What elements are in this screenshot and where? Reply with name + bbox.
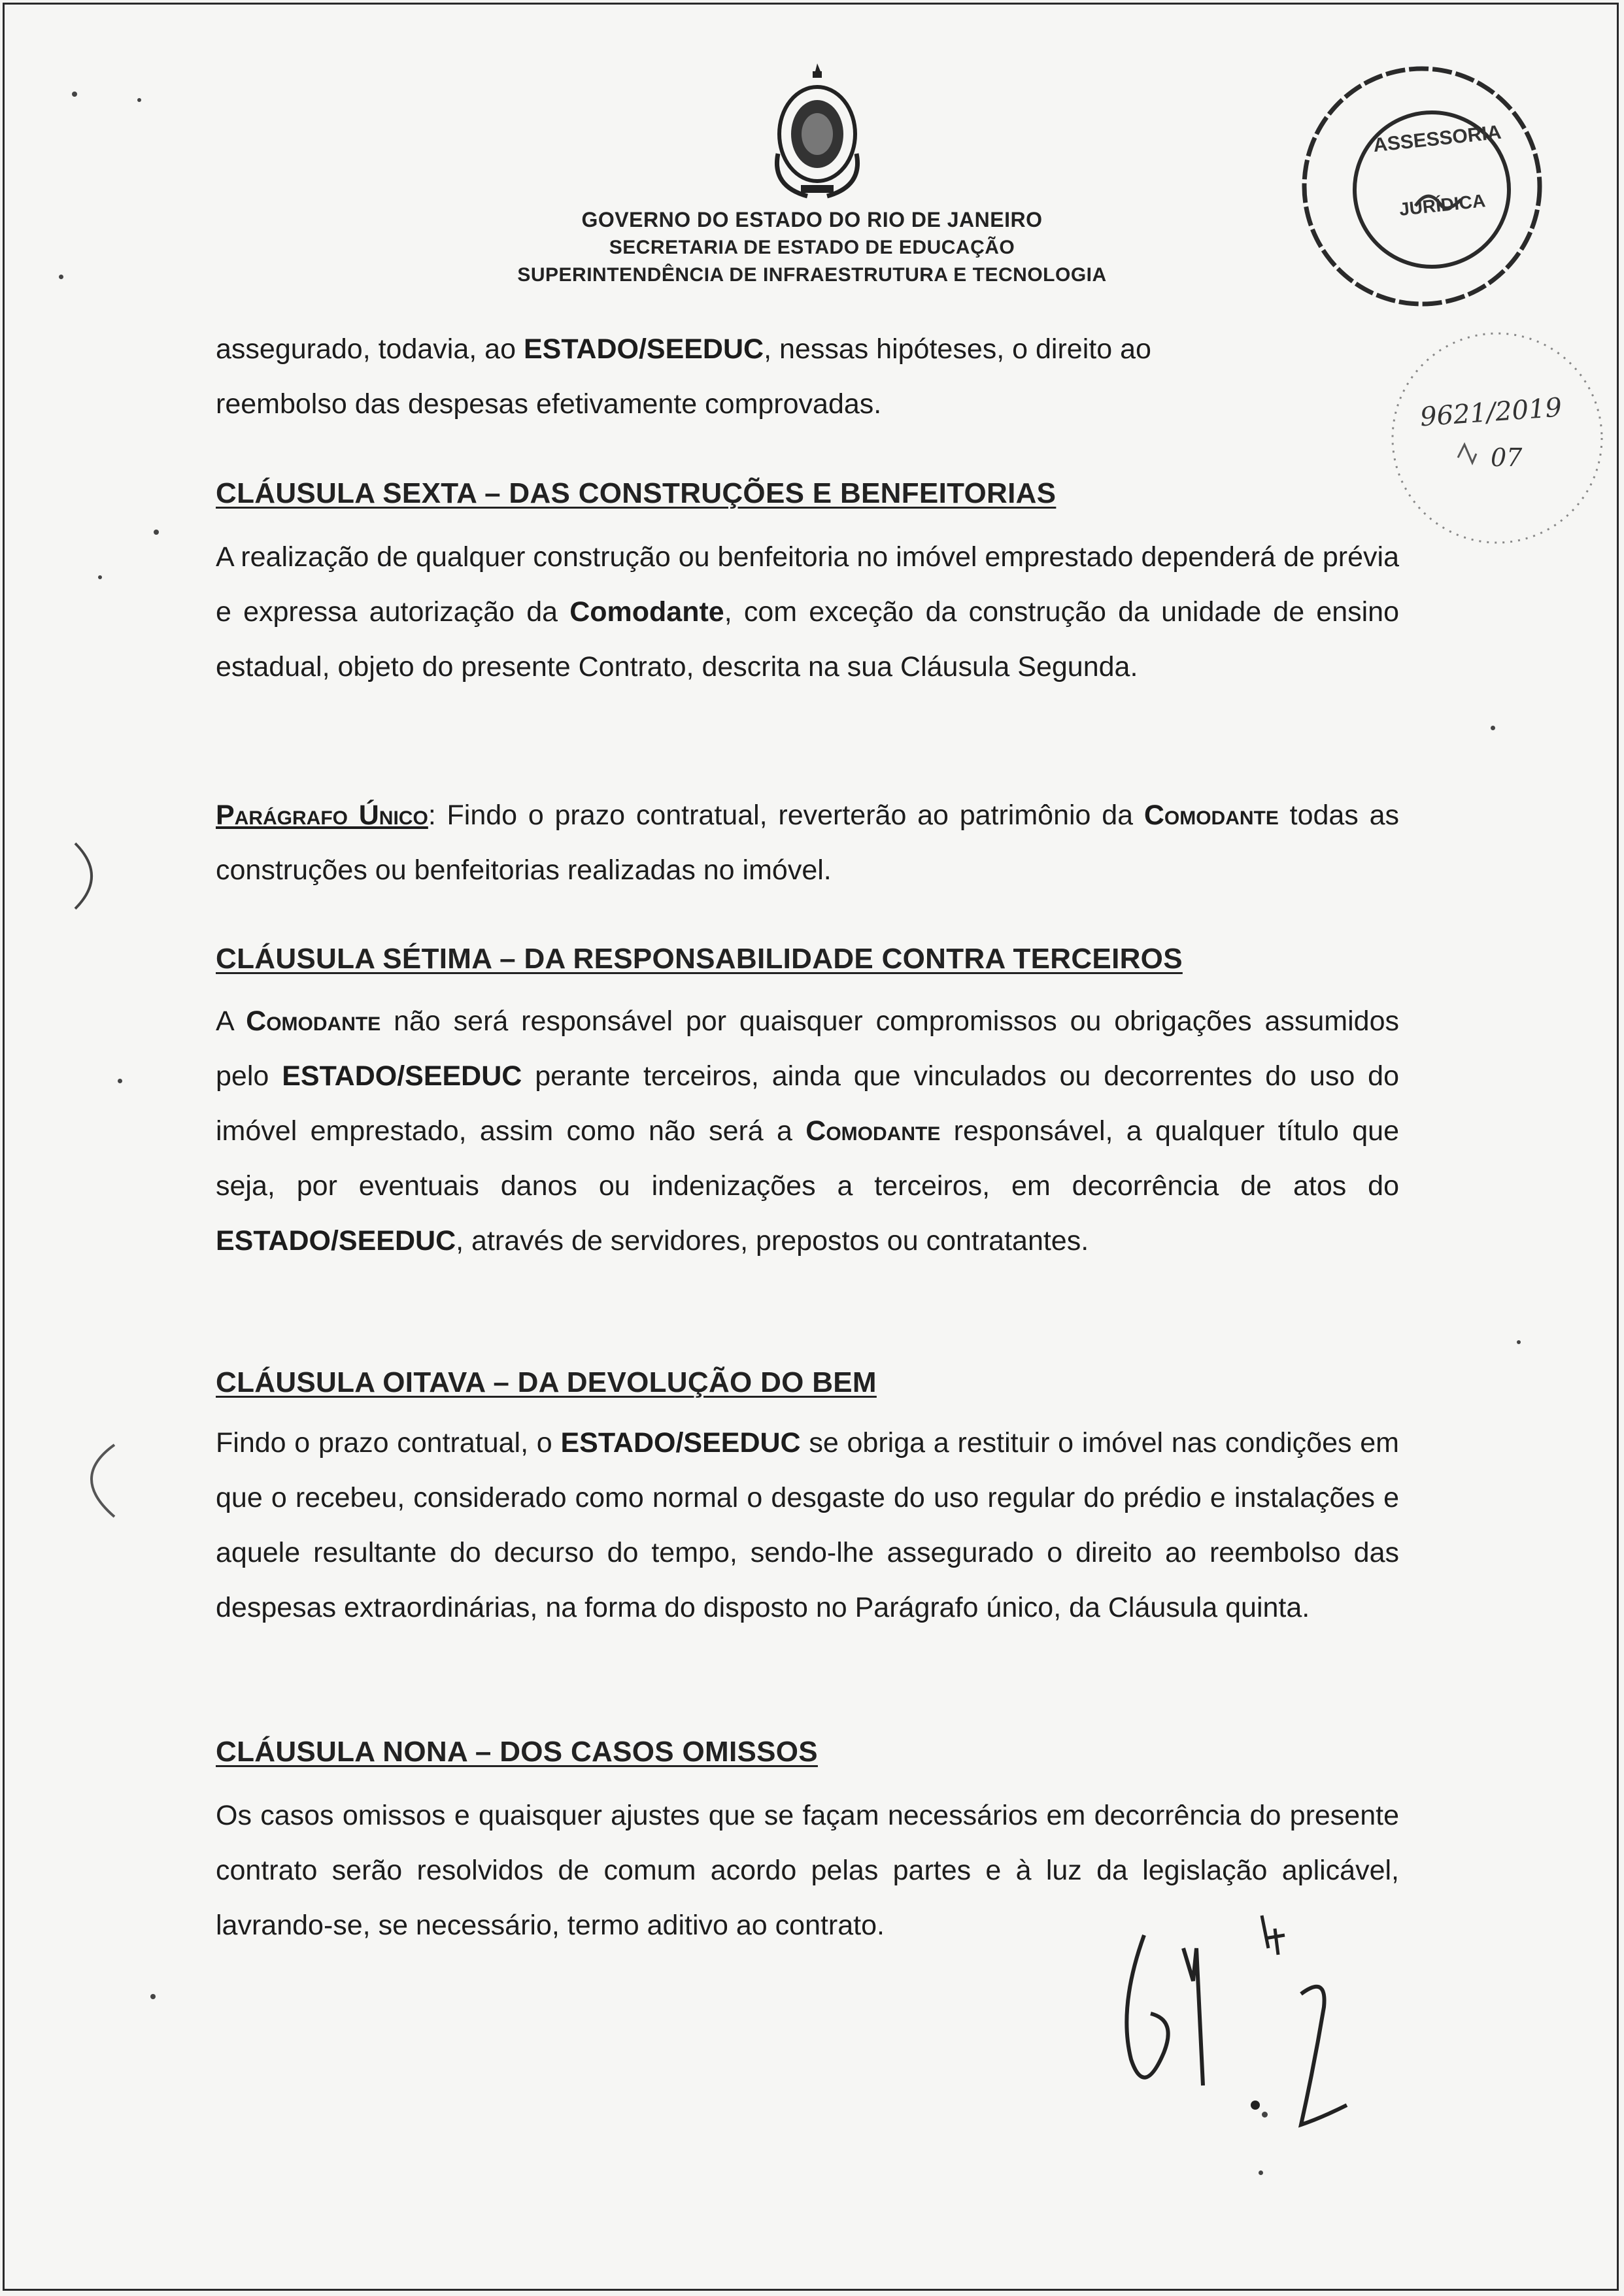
clause-seven-text: não será responsável por quaisquer compromissos ou obrigações assumidos pelo <box>216 1005 1400 1092</box>
sole-paragraph-text: : Findo o prazo contratual, reverterão ao patrimônio da <box>428 800 1144 831</box>
clause-eight-party: ESTADO/SEEDUC <box>560 1427 801 1459</box>
clause-seven-party: Comodante <box>246 1005 381 1037</box>
clause-seven-body <box>216 994 1399 1268</box>
header-secretariat: SECRETARIA DE ESTADO DE EDUCAÇÃO <box>609 237 1015 258</box>
scan-speck <box>1259 2170 1263 2175</box>
intro-text-line2: reembolso das despesas efetivamente comprovadas. <box>216 388 882 420</box>
legal-advisory-stamp-icon <box>1285 56 1559 317</box>
scan-speck <box>137 98 141 102</box>
stamp-assessoria-label: ASSESSORIA <box>1372 121 1502 157</box>
clause-seven-title: CLÁUSULA SÉTIMA – DA RESPONSABILIDADE CONTRA TERCEIROS <box>216 943 1183 975</box>
intro-text: assegurado, todavia, ao <box>216 333 524 365</box>
scan-speck <box>118 1079 122 1083</box>
clause-six-title: CLÁUSULA SEXTA – DAS CONSTRUÇÕES E BENFEITORIAS <box>216 477 1057 509</box>
scan-speck <box>1491 726 1495 730</box>
clause-seven-party: ESTADO/SEEDUC <box>216 1225 456 1257</box>
scan-speck <box>1262 2112 1268 2118</box>
scan-speck <box>59 275 63 279</box>
scan-speck <box>98 575 102 579</box>
sheet-number-annotation: 07 <box>1491 443 1523 472</box>
process-number-annotation: 9621/2019 <box>1419 392 1563 433</box>
scan-speck <box>154 530 159 535</box>
scan-speck <box>1517 1340 1521 1344</box>
clause-eight-text: se obriga a restituir o imóvel nas condições em que o recebeu, considerado como normal o desgaste do uso regular do prédio e instalações e aquele resultante do decurso do tempo, sendo-lhe assegurado o direito ao reembolso das despesas extraordinárias, na forma do disposto no Parágrafo único, da Cláusula quinta. <box>216 1427 1399 1623</box>
clause-eight-body <box>216 1415 1399 1635</box>
clause-seven-text: perante terceiros, ainda que vinculados ou decorrentes do uso do imóvel emprestado, assim como não será a <box>216 1060 1399 1147</box>
intro-text-cont: , nessas hipóteses, o direito ao <box>764 333 1151 365</box>
clause-nine-title: CLÁUSULA NONA – DOS CASOS OMISSOS <box>216 1736 818 1768</box>
handwritten-initials <box>1105 1909 1379 2184</box>
clause-eight-title: CLÁUSULA OITAVA – DA DEVOLUÇÃO DO BEM <box>216 1366 877 1398</box>
scan-speck <box>72 92 77 97</box>
scan-artifact <box>62 837 114 915</box>
clause-eight-text: Findo o prazo contratual, o <box>216 1427 561 1459</box>
clause-six-text-cont: , com exceção da construção da unidade de ensino estadual, objeto do presente Contrato, descrita na sua Cláusula Segunda. <box>216 596 1399 683</box>
stamp-juridica-label: JURÍDICA <box>1398 190 1487 220</box>
clause-six-body <box>216 530 1399 694</box>
clause-six-party: Comodante <box>569 596 724 628</box>
sole-paragraph-text-cont: todas as construções ou benfeitorias realizadas no imóvel. <box>216 800 1399 886</box>
intro-party: ESTADO/SEEDUC <box>523 333 764 365</box>
scan-speck <box>150 1994 156 1999</box>
clause-nine-text: Os casos omissos e quaisquer ajustes que se façam necessários em decorrência do presente contrato serão resolvidos de comum acordo pelas partes e à luz da legislação aplicável, lavrando-se, se necessário, termo aditivo ao contrato. <box>216 1800 1399 1941</box>
sole-paragraph-party: Comodante <box>1143 800 1279 831</box>
header-superintendence: SUPERINTENDÊNCIA DE INFRAESTRUTURA E TECNOLOGIA <box>517 264 1107 286</box>
state-coat-of-arms-icon <box>768 62 866 199</box>
clause-six-sole-paragraph <box>216 788 1399 898</box>
clause-seven-text: A <box>216 1005 246 1037</box>
clause-seven-party: ESTADO/SEEDUC <box>282 1060 522 1092</box>
scan-artifact <box>69 1438 127 1523</box>
clause-six-text: A realização de qualquer construção ou benfeitoria no imóvel emprestado dependerá de prévia e expressa autorização da <box>216 541 1399 628</box>
clause-seven-text: , através de servidores, prepostos ou contratantes. <box>456 1225 1089 1257</box>
header-government: GOVERNO DO ESTADO DO RIO DE JANEIRO <box>581 208 1043 231</box>
clause-seven-party: Comodante <box>805 1115 941 1147</box>
sole-paragraph-label: Parágrafo Único <box>216 800 428 831</box>
clause-seven-text: responsável, a qualquer título que seja, por eventuais danos ou indenizações a terceiros, em decorrência de atos do <box>216 1115 1399 1202</box>
intro-paragraph <box>216 322 1399 431</box>
